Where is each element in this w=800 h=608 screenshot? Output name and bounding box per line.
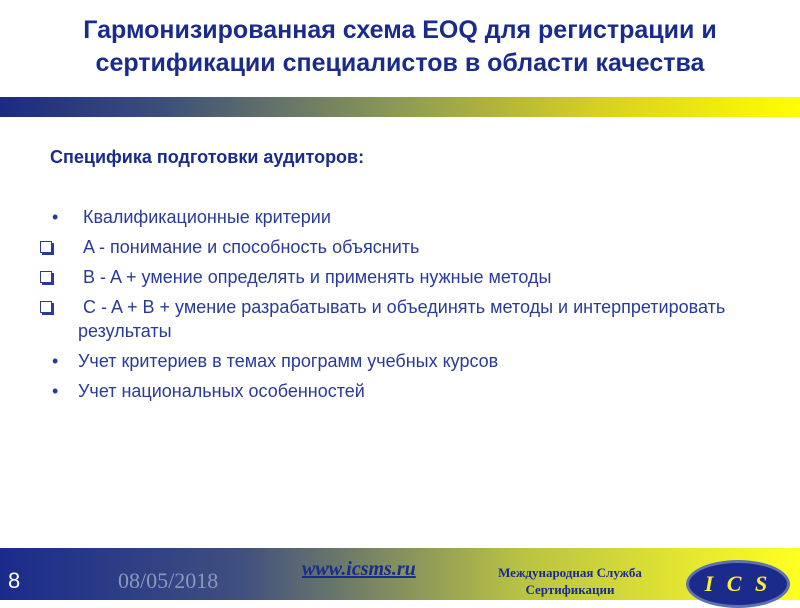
organization-name xyxy=(470,564,670,598)
list-item-text: Квалификационные критерии xyxy=(83,207,331,227)
slide-date: 08/05/2018 xyxy=(118,568,219,593)
list-item xyxy=(40,295,760,343)
list-item-text: C - A + B + умение разрабатывать и объединять методы и интерпретировать результаты xyxy=(78,297,726,341)
list-item-text: B - A + умение определять и применять нужные методы xyxy=(83,267,552,287)
slide-title-line-1: Гармонизированная схема EOQ для регистрации и xyxy=(83,16,717,44)
slide-title-line-2: сертификации специалистов в области качества xyxy=(95,49,705,77)
website-link[interactable]: www.icsms.ru xyxy=(302,558,416,580)
ics-logo-text: I C S xyxy=(704,571,772,596)
list-item-text: A - понимание и способность объяснить xyxy=(83,237,420,257)
list-item xyxy=(40,349,760,373)
list-item-text: Учет критериев в темах программ учебных курсов xyxy=(78,351,499,371)
list-item xyxy=(40,265,760,289)
slide-number: 8 xyxy=(8,568,21,593)
ics-logo xyxy=(686,560,790,608)
bullet-dot-icon: • xyxy=(52,351,59,371)
bullet-list xyxy=(40,205,760,409)
list-item xyxy=(40,379,760,403)
list-item-text: Учет национальных особенностей xyxy=(78,381,365,401)
title-gradient-bar xyxy=(0,97,800,117)
bullet-dot-icon: • xyxy=(52,381,59,401)
list-item xyxy=(40,205,760,229)
organization-name-line-2: Сертификации xyxy=(525,582,615,597)
slide-footer xyxy=(0,548,800,600)
list-item xyxy=(40,235,760,259)
checkbox-bullet-icon xyxy=(40,301,52,313)
organization-name-line-1: Международная Служба xyxy=(498,565,642,580)
checkbox-bullet-icon xyxy=(40,271,52,283)
checkbox-bullet-icon xyxy=(40,241,52,253)
slide-title xyxy=(0,14,800,80)
section-subtitle: Специфика подготовки аудиторов: xyxy=(50,147,365,167)
bullet-dot-icon: • xyxy=(52,207,59,227)
